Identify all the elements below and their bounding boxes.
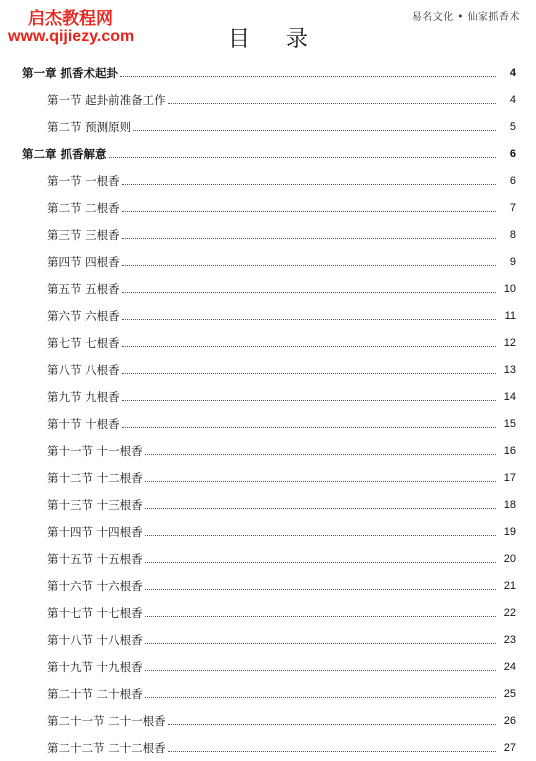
toc-entry-label: 第十节 十根香 [47, 416, 120, 431]
toc-title: 目录 [227, 27, 344, 52]
toc-page-number: 27 [503, 741, 516, 754]
toc-section-entry[interactable] [0, 572, 536, 599]
dot-leader [122, 265, 496, 266]
toc-entry-label: 第十一节 十一根香 [47, 443, 143, 458]
toc-section-entry[interactable] [0, 329, 536, 356]
toc-section-entry[interactable] [0, 626, 536, 653]
toc-entry-label: 第十五节 十五根香 [47, 551, 143, 566]
dot-leader [120, 76, 496, 77]
toc-page-number: 8 [509, 228, 516, 241]
toc-page-number: 6 [509, 147, 516, 160]
dot-leader [122, 373, 496, 374]
toc-page-number: 12 [503, 336, 516, 349]
toc-entry-label: 第八节 八根香 [47, 362, 120, 377]
toc-entry-label: 第二十节 二十根香 [47, 686, 143, 701]
toc-section-entry[interactable] [0, 680, 536, 707]
dot-leader [122, 319, 496, 320]
toc-chapter-entry[interactable] [0, 59, 536, 86]
dot-leader [133, 130, 496, 131]
table-of-contents [0, 59, 536, 761]
toc-entry-label: 第十七节 十七根香 [47, 605, 143, 620]
toc-page-number: 11 [504, 309, 516, 322]
toc-section-entry[interactable] [0, 275, 536, 302]
toc-section-entry[interactable] [0, 653, 536, 680]
dot-leader [168, 751, 496, 752]
dot-leader [145, 616, 496, 617]
dot-leader [145, 670, 496, 671]
toc-entry-label: 第二十二节 二十二根香 [47, 740, 166, 755]
toc-page-number: 15 [503, 417, 516, 430]
toc-entry-label: 第七节 七根香 [47, 335, 120, 350]
dot-leader [145, 643, 496, 644]
toc-entry-label: 第二章 抓香解意 [22, 146, 107, 161]
toc-page-number: 7 [509, 201, 516, 214]
toc-entry-label: 第十三节 十三根香 [47, 497, 143, 512]
toc-entry-label: 第六节 六根香 [47, 308, 120, 323]
dot-leader [122, 346, 496, 347]
dot-leader [145, 481, 496, 482]
toc-section-entry[interactable] [0, 86, 536, 113]
toc-page-number: 23 [503, 633, 516, 646]
watermark-site-name: 启杰教程网 [28, 9, 113, 29]
toc-page-number: 16 [503, 444, 516, 457]
toc-page-number: 25 [503, 687, 516, 700]
toc-page-number: 5 [509, 120, 516, 133]
toc-entry-label: 第二节 二根香 [47, 200, 120, 215]
toc-section-entry[interactable] [0, 545, 536, 572]
dot-leader [168, 724, 496, 725]
toc-section-entry[interactable] [0, 491, 536, 518]
toc-section-entry[interactable] [0, 518, 536, 545]
dot-leader [145, 535, 496, 536]
dot-leader [122, 292, 496, 293]
toc-section-entry[interactable] [0, 410, 536, 437]
toc-section-entry[interactable] [0, 599, 536, 626]
dot-leader [122, 211, 496, 212]
toc-section-entry[interactable] [0, 437, 536, 464]
dot-leader [145, 454, 496, 455]
dot-leader [122, 184, 496, 185]
toc-entry-label: 第十六节 十六根香 [47, 578, 143, 593]
toc-page-number: 4 [509, 93, 516, 106]
toc-page-number: 13 [503, 363, 516, 376]
toc-chapter-entry[interactable] [0, 140, 536, 167]
toc-page-number: 4 [509, 66, 516, 79]
dot-leader [145, 697, 496, 698]
toc-page-number: 17 [503, 471, 516, 484]
dot-leader [168, 103, 496, 104]
toc-section-entry[interactable] [0, 221, 536, 248]
toc-section-entry[interactable] [0, 113, 536, 140]
toc-section-entry[interactable] [0, 383, 536, 410]
toc-entry-label: 第四节 四根香 [47, 254, 120, 269]
watermark-url: www.qijiezy.com [8, 28, 135, 45]
toc-page-number: 19 [503, 525, 516, 538]
dot-leader [122, 427, 496, 428]
toc-entry-label: 第二十一节 二十一根香 [47, 713, 166, 728]
toc-section-entry[interactable] [0, 167, 536, 194]
dot-leader [109, 157, 496, 158]
toc-page-number: 20 [503, 552, 516, 565]
toc-page-number: 24 [503, 660, 516, 673]
toc-entry-label: 第十四节 十四根香 [47, 524, 143, 539]
toc-page-number: 10 [503, 282, 516, 295]
dot-leader [122, 400, 496, 401]
toc-section-entry[interactable] [0, 707, 536, 734]
toc-section-entry[interactable] [0, 248, 536, 275]
toc-entry-label: 第一节 起卦前准备工作 [47, 92, 166, 107]
dot-leader [145, 562, 496, 563]
toc-entry-label: 第二节 预测原则 [47, 119, 132, 134]
toc-entry-label: 第三节 三根香 [47, 227, 120, 242]
toc-section-entry[interactable] [0, 302, 536, 329]
toc-page-number: 14 [503, 390, 516, 403]
toc-page-number: 26 [503, 714, 516, 727]
toc-entry-label: 第十二节 十二根香 [47, 470, 143, 485]
toc-page-number: 21 [503, 579, 516, 592]
toc-page-number: 18 [503, 498, 516, 511]
toc-page-number: 9 [509, 255, 516, 268]
toc-entry-label: 第一章 抓香术起卦 [22, 65, 119, 80]
toc-section-entry[interactable] [0, 194, 536, 221]
dot-leader [145, 589, 496, 590]
toc-section-entry[interactable] [0, 356, 536, 383]
toc-entry-label: 第一节 一根香 [47, 173, 120, 188]
toc-section-entry[interactable] [0, 734, 536, 761]
toc-entry-label: 第十九节 十九根香 [47, 659, 143, 674]
toc-entry-label: 第五节 五根香 [47, 281, 120, 296]
toc-entry-label: 第九节 九根香 [47, 389, 120, 404]
toc-page-number: 22 [503, 606, 516, 619]
toc-section-entry[interactable] [0, 464, 536, 491]
toc-page-number: 6 [509, 174, 516, 187]
dot-leader [145, 508, 496, 509]
toc-entry-label: 第十八节 十八根香 [47, 632, 143, 647]
page-header: 易名文化 • 仙家抓香术 [411, 12, 520, 23]
dot-leader [122, 238, 496, 239]
